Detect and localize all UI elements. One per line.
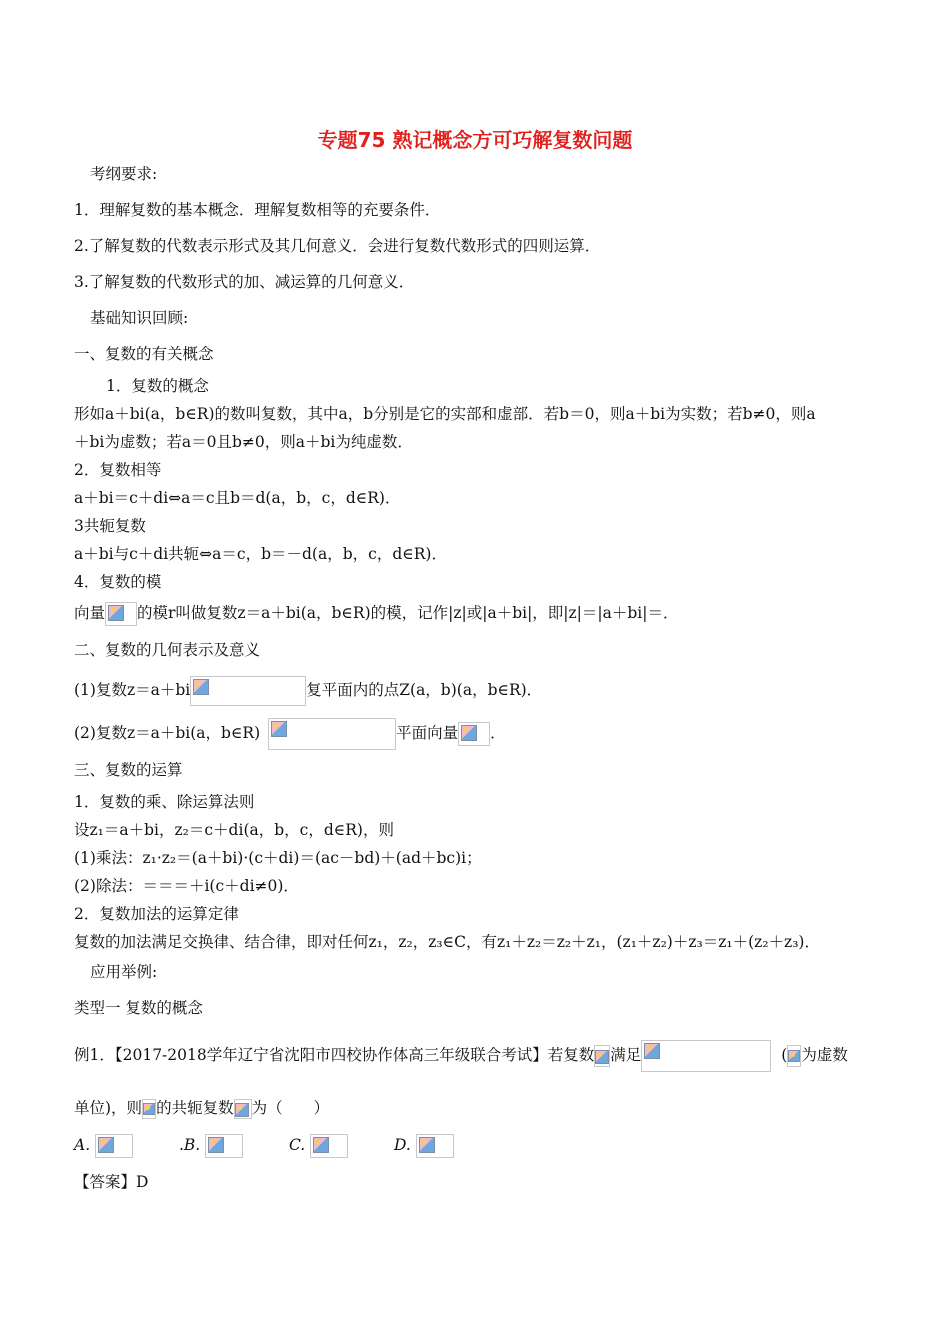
option-c-image-icon[interactable] bbox=[310, 1134, 348, 1158]
geometry-line-1 bbox=[74, 676, 896, 706]
type-1-heading: 类型一 复数的概念 bbox=[74, 999, 203, 1017]
options-row bbox=[74, 1134, 896, 1158]
i-symbol-image-icon bbox=[787, 1045, 801, 1067]
geometry-1-text: (1)复数z＝a＋bi bbox=[74, 681, 191, 699]
paragraph-3: a＋bi与c＋di共轭⇔a＝c，b＝－d(a，b，c，d∈R)． bbox=[74, 545, 447, 563]
option-a-label[interactable]: A. bbox=[74, 1136, 91, 1154]
option-d-image-icon[interactable] bbox=[416, 1134, 454, 1158]
option-d-label[interactable]: D. bbox=[394, 1136, 411, 1154]
examples-heading: 应用举例: bbox=[90, 963, 158, 981]
example-1-line-2 bbox=[74, 1098, 896, 1119]
geometry-line-2 bbox=[74, 718, 896, 750]
requirement-1: 1．理解复数的基本概念．理解复数相等的充要条件． bbox=[74, 201, 441, 219]
paragraph-4 bbox=[74, 602, 896, 626]
subsection-1-2: 2．复数相等 bbox=[74, 461, 162, 479]
example-1-imaginary: 为虚数 bbox=[801, 1046, 848, 1064]
section-1-heading: 一、复数的有关概念 bbox=[74, 345, 214, 363]
syllabus-heading: 考纲要求: bbox=[90, 165, 158, 183]
rule-division: (2)除法：＝＝＝＋i(c＋di≠0)． bbox=[74, 877, 299, 895]
example-1-paren: ( bbox=[781, 1046, 788, 1064]
equation-image-icon bbox=[641, 1040, 771, 1072]
subsection-3-1: 1．复数的乘、除运算法则 bbox=[74, 793, 255, 811]
vector-oz-image-icon bbox=[458, 722, 490, 746]
example-1-source: 例1．【2017-2018学年辽宁省沈阳市四校协作体高三年级联合考试】若复数 bbox=[74, 1046, 595, 1064]
z-bar-symbol-image-icon bbox=[234, 1099, 252, 1119]
option-b-image-icon[interactable] bbox=[205, 1134, 243, 1158]
example-1-satisfies: 满足 bbox=[610, 1046, 642, 1064]
subsection-1-1: 1．复数的概念 bbox=[106, 377, 209, 395]
z-symbol-image-icon-2 bbox=[142, 1099, 156, 1119]
example-1-line-1 bbox=[74, 1040, 896, 1072]
vector-formula-image-icon bbox=[105, 602, 137, 626]
subsection-1-4: 4．复数的模 bbox=[74, 573, 162, 591]
answer-line: 【答案】D bbox=[74, 1173, 149, 1191]
requirement-2: 2.了解复数的代数表示形式及其几何意义．会进行复数代数形式的四则运算． bbox=[74, 237, 601, 255]
requirement-3: 3.了解复数的代数形式的加、减运算的几何意义． bbox=[74, 273, 415, 291]
option-a-image-icon[interactable] bbox=[95, 1134, 133, 1158]
correspondence-arrow-image-icon-2 bbox=[268, 718, 396, 750]
modulus-text: 的模r叫做复数z＝a＋bi(a，b∈R)的模，记作|z|或|a＋bi|，即|z|＝|a＋bi|＝． bbox=[137, 604, 679, 622]
z-symbol-image-icon bbox=[594, 1045, 610, 1067]
vector-label: 向量 bbox=[74, 604, 106, 622]
rule-multiplication: (1)乘法：z₁·z₂＝(a＋bi)·(c＋di)＝(ac－bd)＋(ad＋bc)i； bbox=[74, 849, 482, 867]
paragraph-1a: 形如a＋bi(a，b∈R)的数叫复数，其中a，b分别是它的实部和虚部．若b＝0，则a＋bi为实数；若b≠0，则a bbox=[74, 405, 816, 423]
rule-addition-laws: 复数的加法满足交换律、结合律，即对任何z₁，z₂，z₃∈C，有z₁＋z₂＝z₂＋z₁，(z₁＋z₂)＋z₃＝z₁＋(z₂＋z₃)． bbox=[74, 933, 820, 951]
basics-heading: 基础知识回顾: bbox=[90, 309, 189, 327]
paragraph-2: a＋bi＝c＋di⇔a＝c且b＝d(a，b，c，d∈R)． bbox=[74, 489, 401, 507]
example-1-unit: 单位)，则 bbox=[74, 1099, 143, 1117]
subsection-3-2: 2．复数加法的运算定律 bbox=[74, 905, 239, 923]
section-3-heading: 三、复数的运算 bbox=[74, 761, 183, 779]
geometry-2-text: (2)复数z＝a＋bi(a，b∈R) bbox=[74, 724, 261, 742]
correspondence-arrow-image-icon bbox=[190, 676, 306, 706]
subsection-1-3: 3共轭复数 bbox=[74, 517, 146, 535]
section-2-heading: 二、复数的几何表示及意义 bbox=[74, 641, 261, 659]
option-b-label[interactable]: .B. bbox=[178, 1136, 201, 1154]
geometry-1-point: 复平面内的点Z(a，b)(a，b∈R)． bbox=[306, 681, 543, 699]
geometry-2-end: ． bbox=[490, 724, 506, 742]
geometry-2-vector: 平面向量 bbox=[396, 724, 459, 742]
rule-setup: 设z₁＝a＋bi，z₂＝c＋di(a，b，c，d∈R)，则 bbox=[74, 821, 394, 839]
page-title: 专题75 熟记概念方可巧解复数问题 bbox=[317, 128, 633, 152]
option-c-label[interactable]: C. bbox=[289, 1136, 306, 1154]
example-1-conjugate: 的共轭复数 bbox=[156, 1099, 234, 1117]
example-1-question: 为（ ） bbox=[251, 1099, 330, 1117]
paragraph-1b: ＋bi为虚数；若a＝0且b≠0，则a＋bi为纯虚数． bbox=[74, 433, 413, 451]
